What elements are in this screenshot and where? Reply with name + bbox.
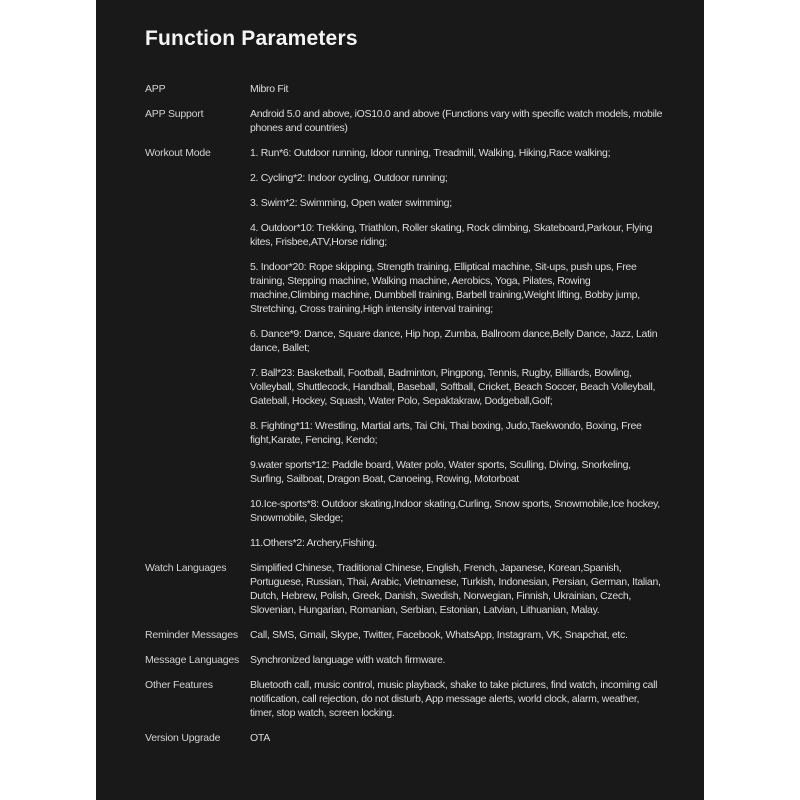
- row-label: APP: [145, 83, 166, 95]
- row-value: [250, 678, 664, 720]
- value-paragraph: OTA: [250, 732, 270, 744]
- row-label: Watch Languages: [145, 562, 227, 574]
- table-row: [145, 731, 664, 745]
- row-value: [250, 107, 664, 135]
- row-label: Message Languages: [145, 654, 240, 666]
- spec-table: [145, 82, 664, 745]
- row-value: [250, 731, 664, 745]
- row-value: [250, 561, 664, 617]
- table-row: [145, 678, 664, 720]
- row-value: [250, 653, 664, 667]
- value-paragraph: Simplified Chinese, Traditional Chinese, English, French, Japanese, Korean,Spanish, Portuguese, Russian, Thai, Arabic, Vietnamese, Turkish, Indonesian, Persian, German, Italian, Dutch, Hebrew, Polish, Greek, Danish, Swedish, Norwegian, Finnish, Ukrainian, Czech, Slovenian, Hungarian, Romanian, Serbian, Estonian, Latvian, Lithuanian, Malay.: [250, 562, 661, 616]
- value-paragraph: 9.water sports*12: Paddle board, Water polo, Water sports, Sculling, Diving, Snorkeling, Surfing, Sailboat, Dragon Boat, Canoeing, Rowing, Motorboat: [250, 459, 631, 485]
- value-paragraph: 3. Swim*2: Swimming, Open water swimming;: [250, 197, 452, 209]
- table-row: [145, 107, 664, 135]
- value-paragraph: 7. Ball*23: Basketball, Football, Badminton, Pingpong, Tennis, Rugby, Billiards, Bowling, Volleyball, Shuttlecock, Handball, Baseball, Softball, Cricket, Beach Soccer, Beach Volleyball, Gateball, Hockey, Squash, Water Polo, Sepaktakraw, Dodgeball,Golf;: [250, 367, 656, 407]
- value-paragraph: Android 5.0 and above, iOS10.0 and above (Functions vary with specific watch models, mobile phones and countries): [250, 108, 663, 134]
- row-value: [250, 82, 664, 96]
- value-paragraph: Mibro Fit: [250, 83, 289, 95]
- row-label: Workout Mode: [145, 147, 211, 159]
- table-row: [145, 653, 664, 667]
- table-row: [145, 561, 664, 617]
- spec-panel: [96, 0, 704, 800]
- value-paragraph: 6. Dance*9: Dance, Square dance, Hip hop, Zumba, Ballroom dance,Belly Dance, Jazz, Latin dance, Ballet;: [250, 328, 658, 354]
- value-paragraph: 1. Run*6: Outdoor running, Idoor running, Treadmill, Walking, Hiking,Race walking;: [250, 147, 611, 159]
- row-label: Version Upgrade: [145, 732, 221, 744]
- value-paragraph: 11.Others*2: Archery,Fishing.: [250, 537, 377, 549]
- value-paragraph: Synchronized language with watch firmware.: [250, 654, 446, 666]
- value-paragraph: Bluetooth call, music control, music playback, shake to take pictures, find watch, incoming call notification, call rejection, do not disturb, App message alerts, world clock, alarm, weather, timer, stop watch, screen locking.: [250, 679, 658, 719]
- value-paragraph: 5. Indoor*20: Rope skipping, Strength training, Elliptical machine, Sit-ups, push ups, Free training, Stepping machine, Walking machine, Aerobics, Yoga, Pilates, Rowing machine,Climbing machine, Dumbbell training, Barbell training,Weight lifting, Bobby jump, Stretching, Cross training,High intensity interval training;: [250, 261, 640, 315]
- row-label: Other Features: [145, 679, 213, 691]
- table-row: [145, 628, 664, 642]
- row-value: [250, 146, 664, 550]
- value-paragraph: 4. Outdoor*10: Trekking, Triathlon, Roller skating, Rock climbing, Skateboard,Parkour, Flying kites, Frisbee,ATV,Horse riding;: [250, 222, 653, 248]
- row-label: Reminder Messages: [145, 629, 238, 641]
- value-paragraph: Call, SMS, Gmail, Skype, Twitter, Facebook, WhatsApp, Instagram, VK, Snapchat, etc.: [250, 629, 628, 641]
- value-paragraph: 10.Ice-sports*8: Outdoor skating,Indoor skating,Curling, Snow sports, Snowmobile,Ice hockey, Snowmobile, Sledge;: [250, 498, 660, 524]
- table-row: [145, 82, 664, 96]
- value-paragraph: 2. Cycling*2: Indoor cycling, Outdoor running;: [250, 172, 448, 184]
- table-row: [145, 146, 664, 550]
- row-value: [250, 628, 664, 642]
- page-title: Function Parameters: [145, 27, 358, 50]
- value-paragraph: 8. Fighting*11: Wrestling, Martial arts, Tai Chi, Thai boxing, Judo,Taekwondo, Boxing, Free fight,Karate, Fencing, Kendo;: [250, 420, 642, 446]
- row-label: APP Support: [145, 108, 204, 120]
